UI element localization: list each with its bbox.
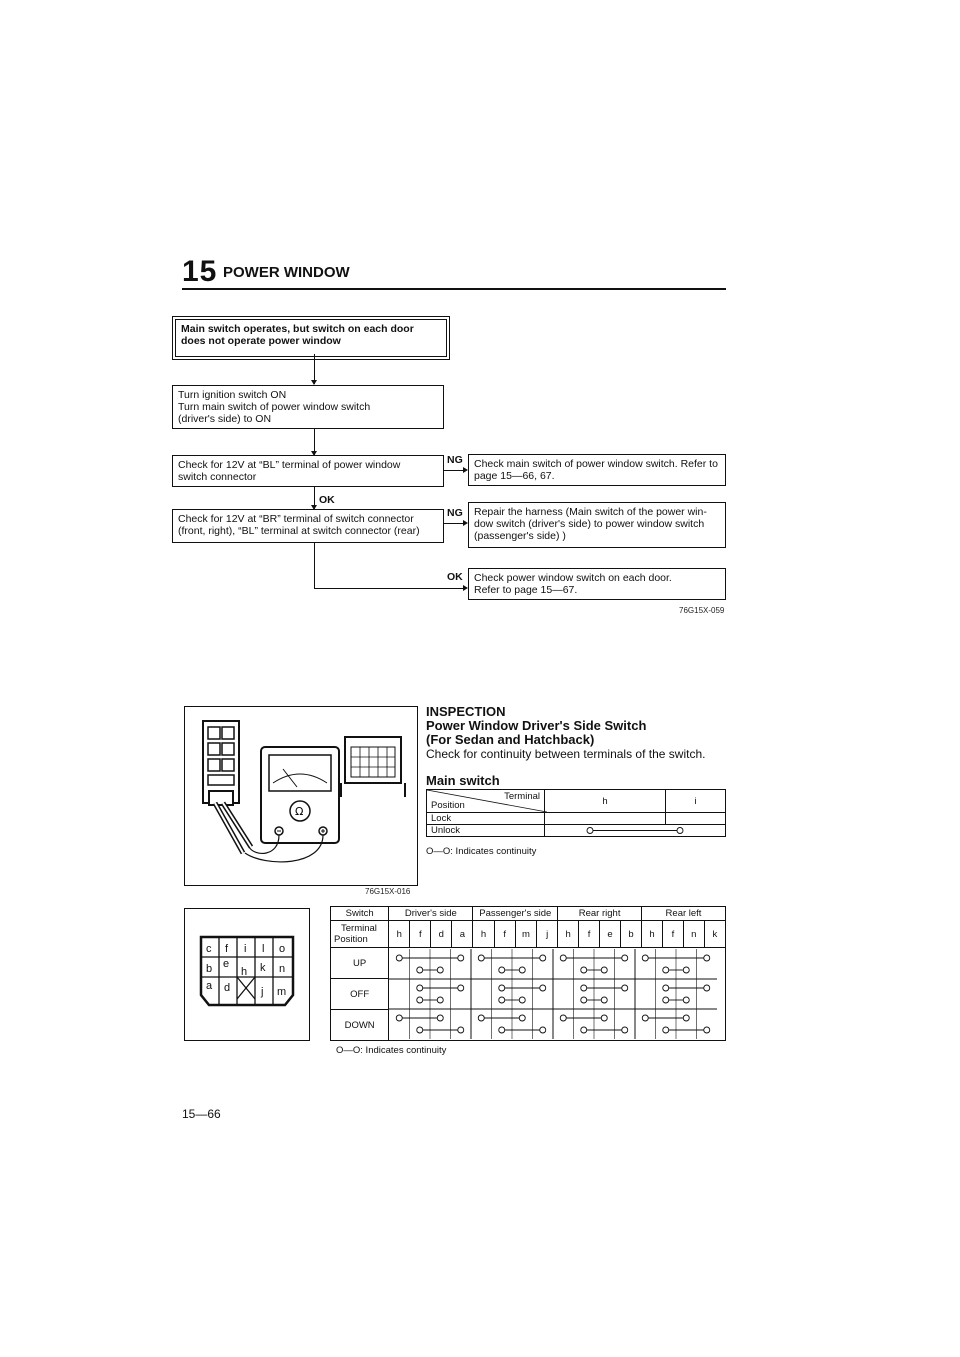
flow-step2-ng-box — [468, 454, 726, 486]
continuity-node — [663, 967, 669, 973]
group-header: Passenger's side — [473, 907, 558, 921]
row-label: DOWN — [331, 1010, 389, 1041]
continuity-node — [438, 1015, 444, 1021]
terminal-header: n — [683, 921, 704, 948]
flow-step3-line2: (front, right), “BL” terminal at switch connector (rear) — [178, 525, 420, 537]
terminal-position-cell — [331, 921, 389, 948]
section-title: POWER WINDOW — [223, 264, 350, 281]
continuity-node — [663, 997, 669, 1003]
flow-step3-box — [172, 509, 444, 543]
pin-label: n — [279, 963, 286, 975]
multimeter-illustration-icon — [185, 707, 417, 885]
terminal-header: j — [537, 921, 558, 948]
main-switch-table — [426, 789, 726, 837]
continuity-node — [581, 997, 587, 1003]
continuity-node — [622, 955, 628, 961]
column-header: h — [545, 790, 666, 813]
terminal-header: m — [515, 921, 536, 948]
continuity-node — [520, 997, 526, 1003]
flow-step1-line1: Turn ignition switch ON — [178, 389, 287, 401]
switch-label: Switch — [331, 907, 389, 921]
inspection-description: Check for continuity between terminals of the switch. — [426, 747, 706, 761]
continuity-node — [684, 997, 690, 1003]
continuity-node — [458, 1027, 464, 1033]
flow-step2-line2: switch connector — [178, 471, 257, 483]
terminal-header: f — [579, 921, 600, 948]
continuity-node — [479, 955, 485, 961]
flow-step1-line2: Turn main switch of power window switch — [178, 401, 371, 413]
switch-continuity-table — [330, 906, 726, 1041]
row-label: Lock — [427, 813, 545, 825]
terminal-header: f — [410, 921, 431, 948]
column-header: i — [665, 790, 725, 813]
pin-label: b — [206, 963, 213, 975]
continuity-node — [417, 967, 423, 973]
continuity-node — [561, 1015, 567, 1021]
continuity-node — [561, 955, 567, 961]
pin-label: k — [260, 962, 266, 974]
pin-label: m — [277, 986, 287, 998]
inspection-heading: INSPECTION — [426, 704, 506, 719]
flow-step3-ng-line3: (passenger's side) ) — [474, 530, 566, 542]
page-number: 15—66 — [182, 1107, 221, 1121]
flow-start-box — [172, 316, 450, 360]
continuity-node — [417, 1027, 423, 1033]
continuity-node — [479, 1015, 485, 1021]
group-header: Rear left — [642, 907, 726, 921]
continuity-node — [520, 1015, 526, 1021]
table-corner-cell — [427, 790, 545, 813]
terminal-label: Terminal — [341, 923, 377, 934]
flow-step3-ok-box — [468, 568, 726, 600]
figure-code: 76G15X-016 — [365, 887, 411, 896]
continuity-node — [622, 985, 628, 991]
continuity-node — [581, 985, 587, 991]
row-label: UP — [331, 948, 389, 979]
flow-step3-ng-line2: dow switch (driver's side) to power window switch — [474, 518, 705, 530]
flow-step3-ok-line2: Refer to page 15—67. — [474, 584, 578, 596]
flow-start-line2: does not operate power window — [181, 335, 341, 347]
continuity-node — [438, 967, 444, 973]
flow-label-ok: OK — [319, 494, 335, 506]
continuity-node — [581, 967, 587, 973]
continuity-node — [540, 985, 546, 991]
section-number: 15 — [182, 255, 218, 288]
flow-label-ng: NG — [447, 454, 463, 466]
connector-icon — [185, 909, 309, 1040]
terminal-header: f — [662, 921, 683, 948]
continuity-node — [643, 1015, 649, 1021]
continuity-symbol-icon — [545, 825, 725, 836]
header-rule — [182, 288, 726, 290]
pin-label: l — [262, 943, 265, 955]
pin-label: j — [261, 986, 264, 998]
connector-illustration — [184, 908, 310, 1041]
continuity-node — [397, 955, 403, 961]
row-label: Unlock — [427, 825, 545, 837]
continuity-node — [438, 997, 444, 1003]
continuity-node — [499, 985, 505, 991]
pin-label: a — [206, 980, 213, 992]
figure-code: 76G15X-059 — [679, 606, 725, 615]
pin-label: f — [225, 943, 229, 955]
continuity-node — [581, 1027, 587, 1033]
continuity-node — [663, 1027, 669, 1033]
group-header: Rear right — [558, 907, 642, 921]
table-cell — [545, 813, 666, 825]
row-label: OFF — [331, 979, 389, 1010]
continuity-symbols-icon — [389, 949, 717, 1039]
group-header: Driver's side — [389, 907, 473, 921]
continuity-node — [540, 955, 546, 961]
flow-connector — [444, 523, 464, 524]
continuity-node — [458, 985, 464, 991]
flow-step3-ok-line1: Check power window switch on each door. — [474, 572, 672, 584]
terminal-header: d — [431, 921, 452, 948]
terminal-header: a — [452, 921, 473, 948]
continuity-node — [540, 1027, 546, 1033]
terminal-header: h — [473, 921, 494, 948]
continuity-node — [704, 985, 710, 991]
continuity-node — [417, 985, 423, 991]
continuity-node — [704, 955, 710, 961]
continuity-node — [458, 955, 464, 961]
terminal-header: f — [494, 921, 515, 948]
continuity-node — [684, 967, 690, 973]
main-switch-title: Main switch — [426, 773, 500, 788]
flow-step1-box — [172, 385, 444, 429]
continuity-node — [602, 1015, 608, 1021]
flow-label-ng: NG — [447, 507, 463, 519]
continuity-node — [602, 997, 608, 1003]
flow-step2-box — [172, 455, 444, 487]
flow-step2-line1: Check for 12V at “BL” terminal of power window — [178, 459, 401, 471]
pin-label: o — [279, 943, 286, 955]
inspection-subheading: (For Sedan and Hatchback) — [426, 732, 595, 747]
continuity-node — [622, 1027, 628, 1033]
pin-label: i — [244, 943, 247, 955]
continuity-node — [499, 1027, 505, 1033]
continuity-node — [643, 955, 649, 961]
terminal-header: b — [621, 921, 642, 948]
flow-step3-ng-line1: Repair the harness (Main switch of the power win- — [474, 506, 707, 518]
flow-label-ok: OK — [447, 571, 463, 583]
terminal-header: e — [600, 921, 621, 948]
continuity-node — [417, 997, 423, 1003]
svg-text:Ω: Ω — [295, 805, 304, 818]
flow-connector — [314, 543, 315, 589]
flow-step2-ng-line2: page 15—66, 67. — [474, 470, 555, 482]
terminal-header: h — [558, 921, 579, 948]
pin-label: c — [206, 943, 212, 955]
continuity-node — [704, 1027, 710, 1033]
flow-start-line1: Main switch operates, but switch on each door — [181, 323, 414, 335]
continuity-node — [602, 967, 608, 973]
terminal-header: h — [642, 921, 663, 948]
continuity-node — [684, 1015, 690, 1021]
continuity-node — [663, 985, 669, 991]
flow-step3-line1: Check for 12V at “BR” terminal of switch connector — [178, 513, 414, 525]
corner-terminal-label: Terminal — [504, 791, 540, 802]
table-cell — [665, 813, 725, 825]
continuity-node — [397, 1015, 403, 1021]
terminal-header: h — [389, 921, 410, 948]
continuity-node — [499, 967, 505, 973]
terminal-header: k — [704, 921, 725, 948]
flow-connector — [314, 588, 464, 589]
continuity-grid — [389, 948, 726, 1041]
pin-label: d — [224, 982, 231, 994]
inspection-section — [426, 705, 736, 761]
continuity-node — [499, 997, 505, 1003]
flow-step2-ng-line1: Check main switch of power window switch. Refer to — [474, 458, 718, 470]
flow-step1-line3: (driver's side) to ON — [178, 413, 272, 425]
continuity-note: O—O: Indicates continuity — [336, 1045, 447, 1056]
flow-connector — [444, 470, 464, 471]
pin-label: e — [223, 958, 230, 970]
corner-position-label: Position — [431, 800, 465, 811]
continuity-node — [520, 967, 526, 973]
switch-test-illustration — [184, 706, 418, 886]
continuity-cell — [545, 825, 726, 837]
pin-label: h — [241, 966, 248, 978]
continuity-note: O—O: Indicates continuity — [426, 846, 537, 857]
position-label: Position — [334, 934, 368, 945]
flow-step3-ng-box — [468, 502, 726, 548]
inspection-subheading: Power Window Driver's Side Switch — [426, 718, 647, 733]
